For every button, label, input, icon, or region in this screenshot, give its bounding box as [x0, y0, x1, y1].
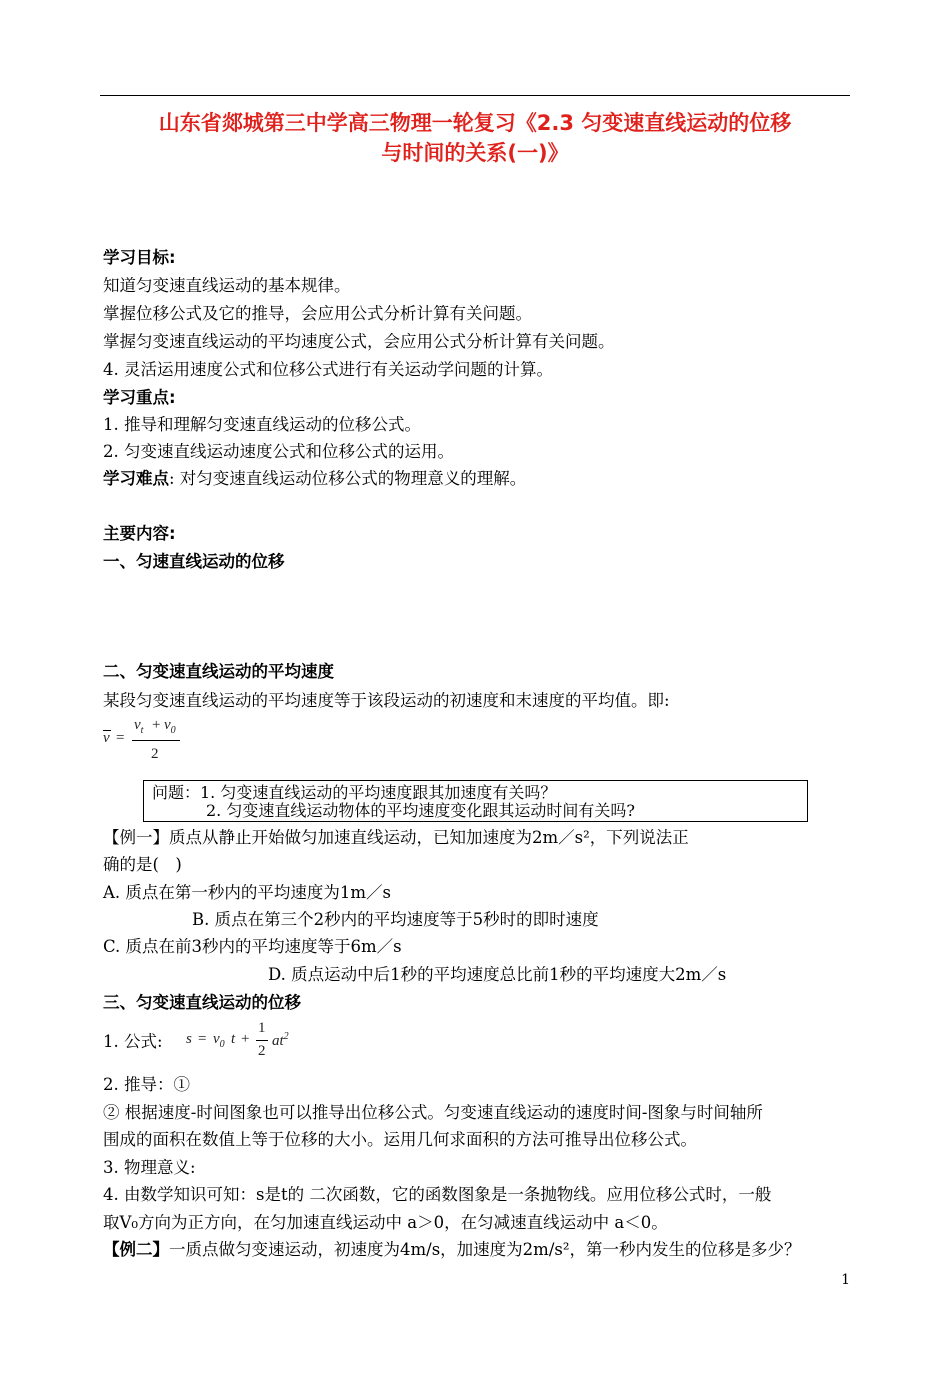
main-heading: 主要内容: [103, 524, 176, 543]
option-a: A. 质点在第一秒内的平均速度为1m／s [103, 883, 392, 902]
numerator-plus: + [152, 717, 161, 733]
page-number: 1 [841, 1272, 850, 1288]
key-point-item: 1. 推导和理解匀变速直线运动的位移公式。 [103, 415, 421, 434]
title-line-1: 山东省郯城第三中学高三物理一轮复习《2.3 匀变速直线运动的位移 [158, 111, 792, 135]
header-rule [100, 95, 850, 96]
half-denominator: 2 [258, 1043, 266, 1059]
example-2 [103, 1238, 800, 1262]
derivation-2-line-1: ② 根据速度-时间图象也可以推导出位移公式。匀变速直线运动的速度时间-图象与时间轴所 [103, 1103, 763, 1122]
title-line-2: 与时间的关系(一)》 [381, 141, 569, 165]
option-d: D. 质点运动中后1秒的平均速度总比前1秒的平均速度大2m／s [268, 965, 727, 984]
formula-t: t [231, 1031, 236, 1047]
physical-meaning: 3. 物理意义: [103, 1158, 196, 1177]
question-line-2: 2. 匀变速直线运动物体的平均速度变化跟其运动时间有关吗? [206, 801, 635, 820]
formula-plus: + [241, 1031, 250, 1047]
fraction-bar [132, 740, 180, 741]
math-knowledge-line-1: 4. 由数学知识可知：s是t的 二次函数，它的函数图象是一条抛物线。应用位移公式时，一般 [103, 1185, 772, 1204]
formula-v0: $v_0$ [213, 1031, 225, 1050]
derivation-1: 2. 推导：① [103, 1075, 190, 1094]
formula-s: s [186, 1031, 192, 1047]
numerator-v-0: $v_0$ [164, 717, 176, 736]
formula-at: $at^2$ [272, 1031, 289, 1049]
option-c: C. 质点在前3秒内的平均速度等于6m／s [103, 937, 402, 956]
question-box [143, 780, 808, 822]
section-2-text: 某段匀变速直线运动的平均速度等于该段运动的初速度和末速度的平均值。即: [103, 691, 670, 710]
overline [103, 730, 111, 731]
formula-eq: = [198, 1031, 207, 1047]
formula-equals: = [116, 730, 125, 746]
derivation-2-line-2: 围成的面积在数值上等于位移的大小。运用几何求面积的方法可推导出位移公式。 [103, 1130, 697, 1149]
section-3-heading: 三、匀变速直线运动的位移 [103, 993, 301, 1012]
key-point-item: 2. 匀变速直线运动速度公式和位移公式的运用。 [103, 442, 454, 461]
math-knowledge-line-2: 取V₀方向为正方向，在匀加速直线运动中 a＞0，在匀减速直线运动中 a＜0。 [103, 1213, 668, 1232]
example-1-line-2: 确的是( ) [103, 855, 182, 874]
denominator: 2 [151, 746, 159, 762]
example-2-text: 一质点做匀变速运动，初速度为4m/s，加速度为2m/s²，第一秒内发生的位移是多少？ [169, 1240, 801, 1259]
half-bar [256, 1040, 268, 1041]
key-points-heading: 学习重点: [103, 388, 176, 407]
difficulty-line [103, 467, 526, 491]
option-b: B. 质点在第三个2秒内的平均速度等于5秒时的即时速度 [192, 910, 599, 929]
objective-item: 掌握位移公式及它的推导，会应用公式分析计算有关问题。 [103, 304, 532, 323]
objectives-heading: 学习目标: [103, 248, 176, 267]
objective-item: 掌握匀变速直线运动的平均速度公式，会应用公式分析计算有关问题。 [103, 332, 615, 351]
question-line-1: 问题：1. 匀变速直线运动的平均速度跟其加速度有关吗？ [152, 783, 557, 802]
formula-label: 1. 公式: [103, 1032, 163, 1051]
formula-lhs: v [103, 730, 110, 746]
difficulty-label: 学习难点 [103, 469, 169, 488]
objective-item: 4. 灵活运用速度公式和位移公式进行有关运动学问题的计算。 [103, 360, 553, 379]
numerator-v-t: $v_t$ [134, 717, 144, 736]
half-numerator: 1 [258, 1020, 266, 1036]
section-2-heading: 二、匀变速直线运动的平均速度 [103, 662, 334, 681]
difficulty-text: : 对匀变速直线运动位移公式的物理意义的理解。 [169, 469, 527, 488]
section-1-heading: 一、匀速直线运动的位移 [103, 552, 285, 571]
objective-item: 知道匀变速直线运动的基本规律。 [103, 276, 351, 295]
example-2-label: 【例二】 [103, 1240, 169, 1259]
example-1-line-1: 【例一】质点从静止开始做匀加速直线运动，已知加速度为2m／s²，下列说法正 [103, 828, 689, 847]
